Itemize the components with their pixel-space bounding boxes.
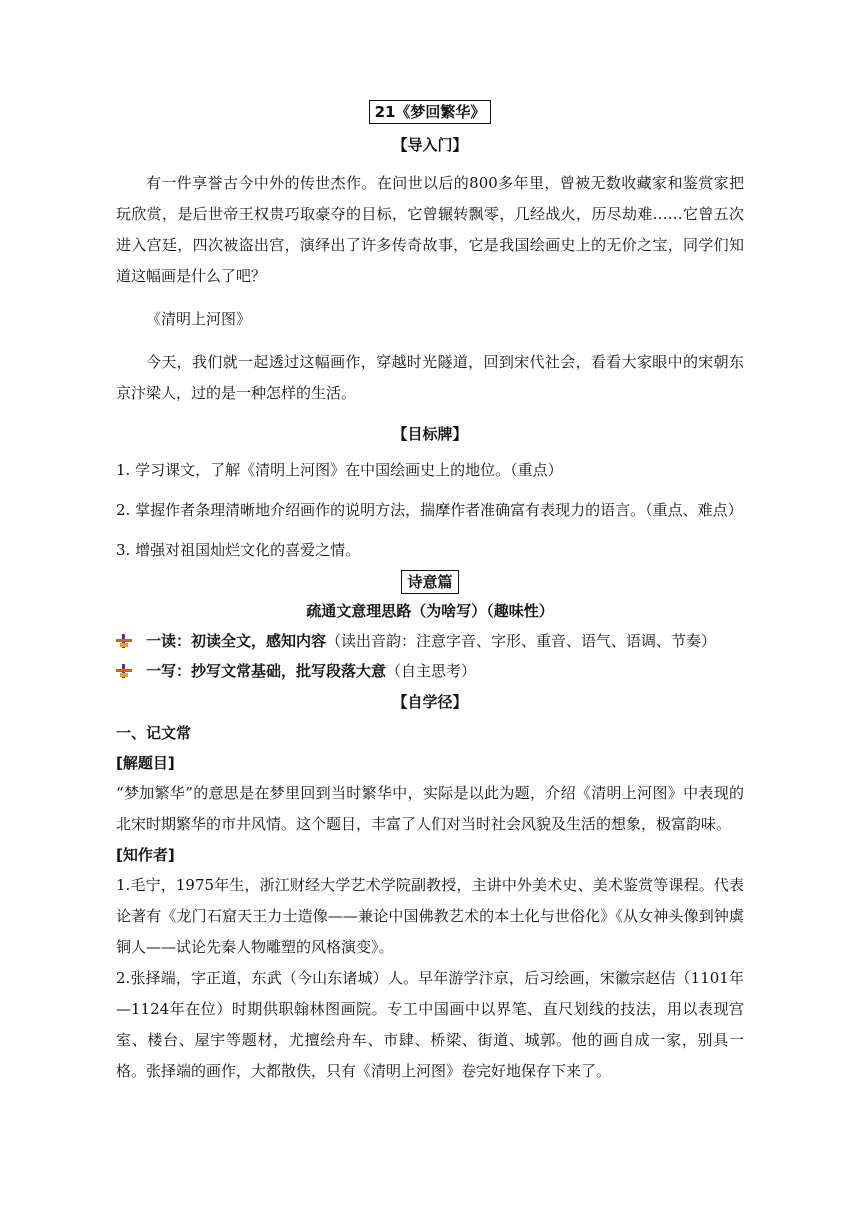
author-mao-ning: 1.毛宁，1975年生，浙江财经大学艺术学院副教授，主讲中外美术史、美术鉴赏等课程。代表论著有《龙门石窟天王力士造像——兼论中国佛教艺术的本土化与世俗化》《从女神头像到钟虡铜人——试论先秦人物雕塑的风格演变》。	[116, 876, 744, 956]
bullet-write	[116, 656, 744, 686]
section-author: [知作者]	[116, 846, 175, 864]
title-wrapper	[116, 100, 744, 124]
bullet-icon	[116, 634, 132, 648]
author-zhang-zeduan: 2.张择端，字正道，东武（今山东诸城）人。早年游学汴京，后习绘画，宋徽宗赵佶（1101年—1124年在位）时期供职翰林图画院。专工中国画中以界笔、直尺划线的技法，用以表现宫室、楼台、屋宇等题材，尤擅绘舟车、市肆、桥梁、街道、城郭。他的画自成一家，别具一格。张择端的画作，大都散佚，只有《清明上河图》卷完好地保存下来了。	[116, 969, 744, 1080]
poetry-box-wrapper	[116, 570, 744, 594]
document-title: 21《梦回繁华》	[369, 100, 492, 124]
bullet-read	[116, 626, 744, 656]
section-literature: 一、记文常	[116, 724, 192, 742]
bullet-icon	[116, 664, 132, 678]
bullet-write-rest: （自主思考）	[386, 662, 477, 680]
bullet-write-bold: 一写：抄写文常基础，批写段落大意	[146, 662, 387, 680]
bullet-read-bold: 一读：初读全文，感知内容	[146, 632, 327, 650]
document-page	[116, 100, 744, 1087]
self-study-heading: 【自学径】	[392, 693, 468, 711]
section-title-explain: [解题目]	[116, 754, 175, 772]
intro-paragraph-2: 今天，我们就一起透过这幅画作，穿越时光隧道，回到宋代社会，看看大家眼中的宋朝东京汴梁人，过的是一种怎样的生活。	[116, 353, 744, 402]
goal-heading: 【目标牌】	[392, 425, 468, 443]
goal-item-3: 3. 增强对祖国灿烂文化的喜爱之情。	[116, 541, 361, 559]
bullet-read-rest: （读出音韵：注意字音、字形、重音、语气、语调、节奏）	[326, 632, 717, 650]
painting-name: 《清明上河图》	[146, 310, 252, 328]
poetry-section-box: 诗意篇	[401, 570, 458, 594]
poetry-subheading: 疏通文意理思路（为啥写）（趣味性）	[306, 602, 554, 620]
title-explanation: “梦加繁华”的意思是在梦里回到当时繁华中，实际是以此为题，介绍《清明上河图》中表现的北宋时期繁华的市井风情。这个题目，丰富了人们对当时社会风貌及生活的想象，极富韵味。	[116, 784, 744, 833]
intro-paragraph: 有一件享誉古今中外的传世杰作。在问世以后的800多年里，曾被无数收藏家和鉴赏家把玩欣赏，是后世帝王权贵巧取豪夺的目标，它曾辗转飘零，几经战火，历尽劫难……它曾五次进入宫廷，四次被盗出宫，演绎出了许多传奇故事，它是我国绘画史上的无价之宝，同学们知道这幅画是什么了吧？	[116, 174, 744, 285]
intro-heading: 【导入门】	[392, 136, 468, 154]
goal-item-2: 2. 掌握作者条理清晰地介绍画作的说明方法，揣摩作者准确富有表现力的语言。（重点、难点）	[116, 501, 743, 519]
goal-item-1: 1. 学习课文，了解《清明上河图》在中国绘画史上的地位。（重点）	[116, 461, 563, 479]
